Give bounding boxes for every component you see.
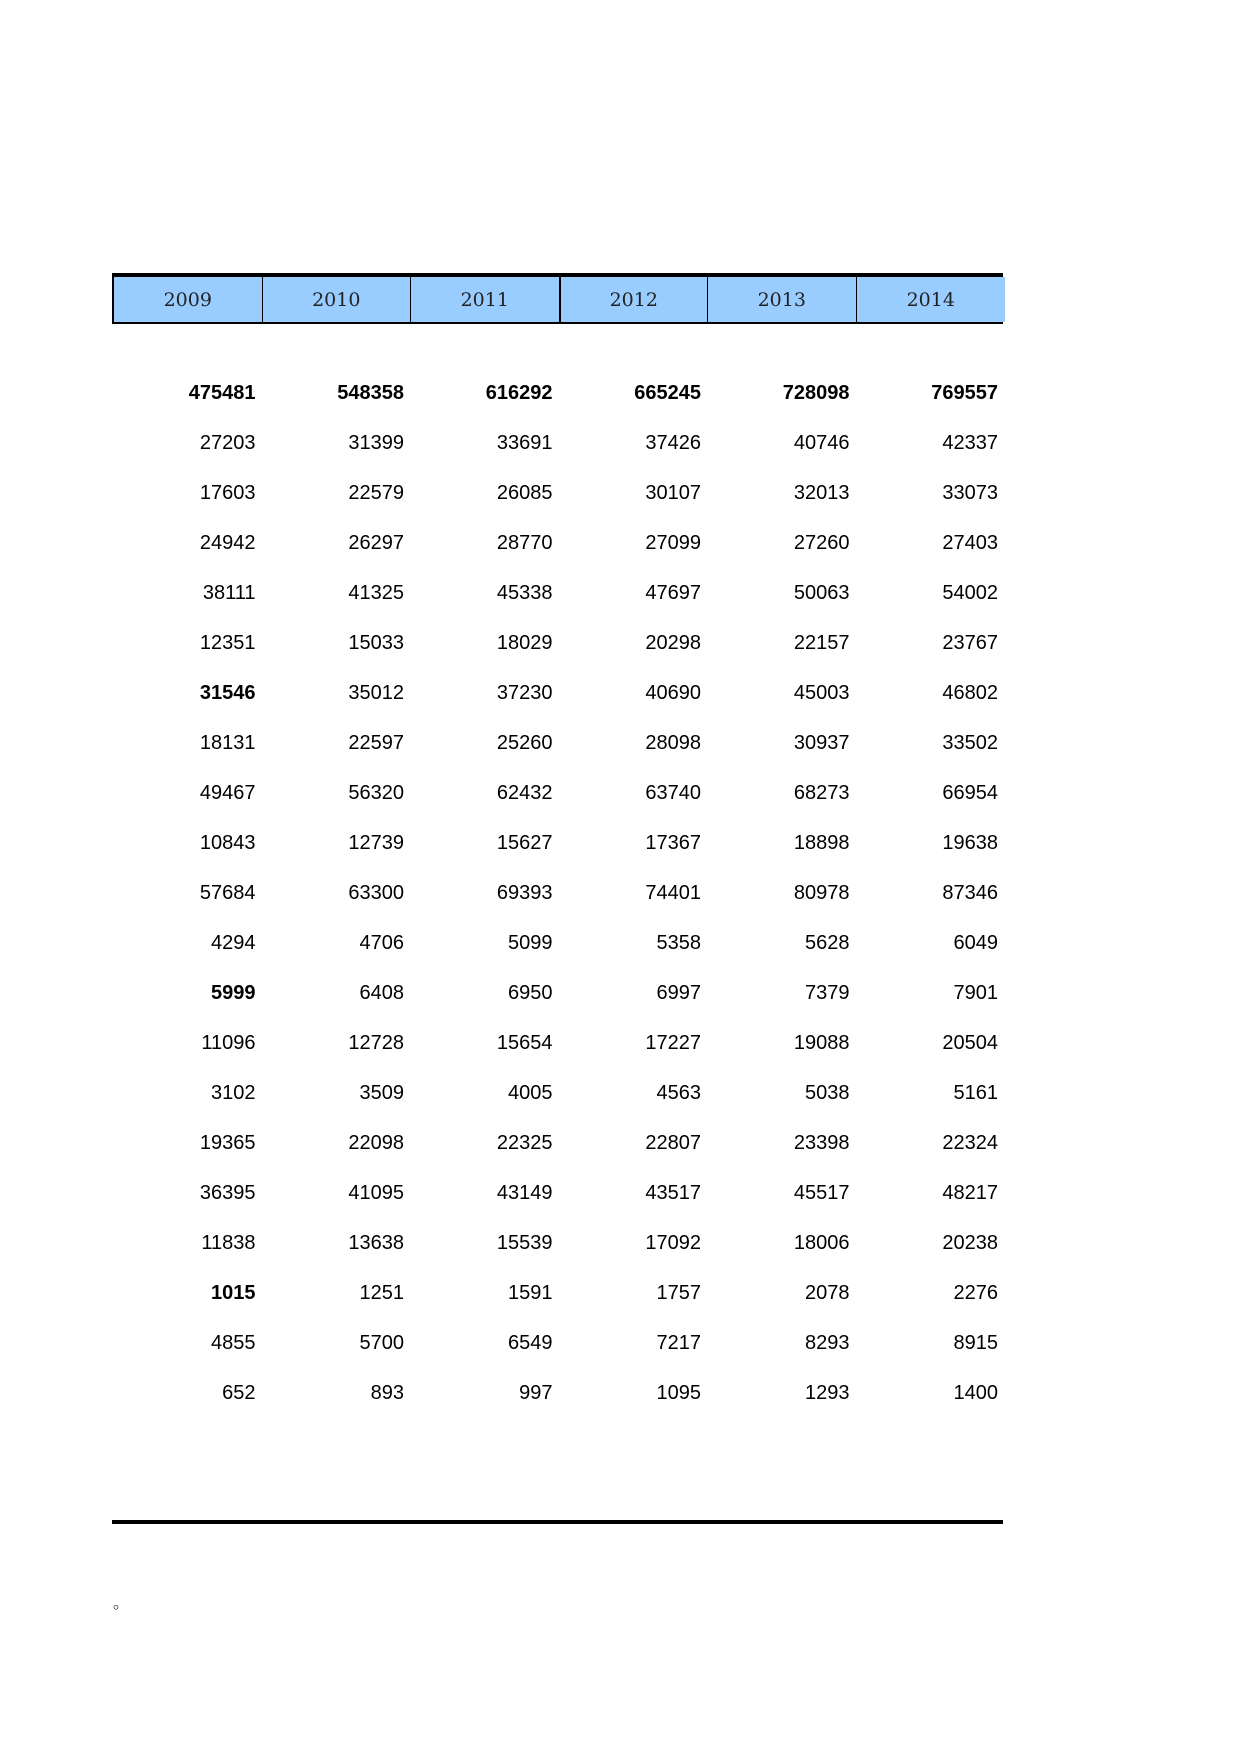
table-row: [112, 618, 1003, 668]
table-cell: 48217: [942, 1181, 998, 1204]
table-cell: 1293: [805, 1381, 850, 1404]
table-cell: 56320: [348, 781, 404, 804]
table-cell: 68273: [793, 781, 850, 804]
table-cell: 4855: [211, 1331, 256, 1354]
table-cell: 3509: [359, 1081, 404, 1104]
table-cell: 20238: [942, 1231, 998, 1254]
table-row: [112, 718, 1003, 768]
table-cell: 893: [370, 1381, 404, 1404]
table-cell: 87346: [942, 881, 998, 904]
table-cell: 69393: [496, 881, 553, 904]
table-cell: 45338: [496, 581, 553, 604]
table-cell: 24942: [199, 531, 256, 554]
table-cell: 5999: [211, 981, 256, 1004]
table-cell: 43517: [645, 1181, 701, 1204]
table-cell: 38111: [202, 581, 256, 604]
table-cell: 475481: [188, 381, 256, 404]
table-cell: 4706: [359, 931, 404, 954]
table-cell: 45517: [793, 1181, 850, 1204]
table-row: [112, 818, 1003, 868]
table-cell: 4005: [508, 1081, 553, 1104]
table-cell: 652: [222, 1381, 256, 1404]
table-cell: 5700: [359, 1331, 404, 1354]
table-cell: 80978: [793, 881, 850, 904]
table-cell: 22579: [348, 481, 404, 504]
table-cell: 22807: [645, 1131, 701, 1154]
table-cell: 15654: [496, 1031, 553, 1054]
table-row: [112, 1268, 1003, 1318]
table-cell: 37426: [645, 431, 701, 454]
table-cell: 46802: [942, 681, 998, 704]
table-cell: 30107: [645, 481, 701, 504]
table-cell: 26085: [496, 481, 553, 504]
table-cell: 33073: [942, 481, 998, 504]
table-cell: 6049: [953, 931, 998, 954]
table-row: [112, 868, 1003, 918]
table-row: [112, 568, 1003, 618]
table-cell: 11096: [201, 1031, 256, 1054]
table-cell: 33502: [942, 731, 998, 754]
table-cell: 18898: [793, 831, 850, 854]
table-row: [112, 768, 1003, 818]
table-cell: 15539: [496, 1231, 553, 1254]
table-cell: 15627: [496, 831, 553, 854]
table-cell: 19365: [199, 1131, 256, 1154]
table-cell: 28098: [645, 731, 701, 754]
table-cell: 22157: [793, 631, 850, 654]
table-cell: 40690: [645, 681, 701, 704]
table-cell: 7379: [805, 981, 850, 1004]
table-cell: 22324: [942, 1131, 998, 1154]
table-cell: 66954: [942, 781, 998, 804]
table-row: [112, 1218, 1003, 1268]
table-cell: 4563: [656, 1081, 701, 1104]
table-cell: 1015: [211, 1281, 256, 1304]
table-cell: 27203: [199, 431, 256, 454]
table-row: [112, 668, 1003, 718]
table-cell: 31399: [348, 431, 404, 454]
table-cell: 2276: [953, 1281, 998, 1304]
table-cell: 769557: [931, 381, 998, 404]
table-cell: 57684: [199, 881, 256, 904]
table-cell: 19088: [793, 1031, 850, 1054]
table-cell: 22597: [348, 731, 404, 754]
table-cell: 27099: [645, 531, 701, 554]
table-cell: 1757: [656, 1281, 701, 1304]
table-cell: 63300: [348, 881, 404, 904]
table-cell: 997: [519, 1381, 553, 1404]
year-header-cell: 2011: [411, 277, 560, 322]
table-cell: 3102: [211, 1081, 256, 1104]
table-cell: 6408: [359, 981, 404, 1004]
table-cell: 5038: [805, 1081, 850, 1104]
table-row: [112, 468, 1003, 518]
table-cell: 43149: [496, 1181, 553, 1204]
table-cell: 23767: [942, 631, 998, 654]
table-cell: 54002: [942, 581, 998, 604]
table-cell: 30937: [793, 731, 850, 754]
table-row: [112, 368, 1003, 418]
table-cell: 31546: [199, 681, 256, 704]
table-cell: 1095: [656, 1381, 701, 1404]
table-row: [112, 968, 1003, 1018]
table-cell: 17227: [645, 1031, 701, 1054]
year-header-cell: 2014: [857, 277, 1006, 322]
table-cell: 8915: [953, 1331, 998, 1354]
table-cell: 18006: [793, 1231, 850, 1254]
table-cell: 7901: [953, 981, 998, 1004]
table-cell: 50063: [793, 581, 850, 604]
footnote: 。: [113, 1593, 130, 1612]
table-row: [112, 1168, 1003, 1218]
table-cell: 2078: [805, 1281, 850, 1304]
table-cell: 40746: [793, 431, 850, 454]
table-cell: 33691: [496, 431, 553, 454]
table-row: [112, 1318, 1003, 1368]
table-cell: 8293: [805, 1331, 850, 1354]
table-cell: 5628: [805, 931, 850, 954]
table-cell: 47697: [645, 581, 701, 604]
table-cell: 27403: [942, 531, 998, 554]
table-row: [112, 418, 1003, 468]
table-cell: 616292: [485, 381, 553, 404]
year-header-cell: 2009: [114, 277, 263, 322]
table-cell: 49467: [199, 781, 256, 804]
table-cell: 5161: [953, 1081, 998, 1104]
table-cell: 41325: [348, 581, 404, 604]
table-cell: 6549: [508, 1331, 553, 1354]
table-cell: 1251: [359, 1281, 404, 1304]
table-body: [112, 368, 1003, 1418]
table-cell: 20504: [942, 1031, 998, 1054]
table-cell: 37230: [496, 681, 553, 704]
table-cell: 26297: [348, 531, 404, 554]
table-cell: 20298: [645, 631, 701, 654]
table-cell: 41095: [348, 1181, 404, 1204]
table-cell: 17092: [645, 1231, 701, 1254]
table-cell: 28770: [496, 531, 553, 554]
table-cell: 5358: [656, 931, 701, 954]
table-cell: 35012: [348, 681, 404, 704]
year-header-cell: 2013: [708, 277, 857, 322]
table-cell: 23398: [793, 1131, 850, 1154]
table-cell: 4294: [211, 931, 256, 954]
table-cell: 12351: [199, 631, 256, 654]
table-cell: 62432: [496, 781, 553, 804]
table-cell: 12728: [348, 1031, 404, 1054]
table-cell: 665245: [634, 381, 701, 404]
year-header-row: [112, 273, 1003, 324]
table-cell: 45003: [793, 681, 850, 704]
table-cell: 1400: [953, 1381, 998, 1404]
table-cell: 17367: [645, 831, 701, 854]
table-cell: 13638: [348, 1231, 404, 1254]
table-cell: 27260: [793, 531, 850, 554]
table-row: [112, 1118, 1003, 1168]
table-cell: 22325: [496, 1131, 553, 1154]
table-row: [112, 518, 1003, 568]
table-cell: 1591: [508, 1281, 553, 1304]
table-cell: 6997: [656, 981, 701, 1004]
table-cell: 25260: [496, 731, 553, 754]
table-cell: 74401: [645, 881, 701, 904]
table-cell: 18131: [199, 731, 256, 754]
table-cell: 548358: [337, 381, 404, 404]
table-cell: 7217: [656, 1331, 701, 1354]
table-cell: 32013: [793, 481, 850, 504]
table-cell: 728098: [782, 381, 850, 404]
year-header-cell: 2010: [263, 277, 412, 322]
year-header-cell: 2012: [560, 277, 709, 322]
table-cell: 19638: [942, 831, 998, 854]
table-cell: 10843: [199, 831, 256, 854]
table-cell: 12739: [348, 831, 404, 854]
table-cell: 63740: [645, 781, 701, 804]
table-row: [112, 1068, 1003, 1118]
table-cell: 15033: [348, 631, 404, 654]
table-row: [112, 1018, 1003, 1068]
table-cell: 42337: [942, 431, 998, 454]
table-row: [112, 918, 1003, 968]
data-table: [112, 273, 1003, 1418]
table-cell: 22098: [348, 1131, 404, 1154]
table-row: [112, 1368, 1003, 1418]
table-cell: 36395: [199, 1181, 256, 1204]
table-cell: 5099: [508, 931, 553, 954]
table-cell: 11838: [201, 1231, 256, 1254]
table-cell: 6950: [508, 981, 553, 1004]
table-bottom-rule: [112, 1520, 1003, 1524]
table-cell: 18029: [496, 631, 553, 654]
table-cell: 17603: [199, 481, 256, 504]
